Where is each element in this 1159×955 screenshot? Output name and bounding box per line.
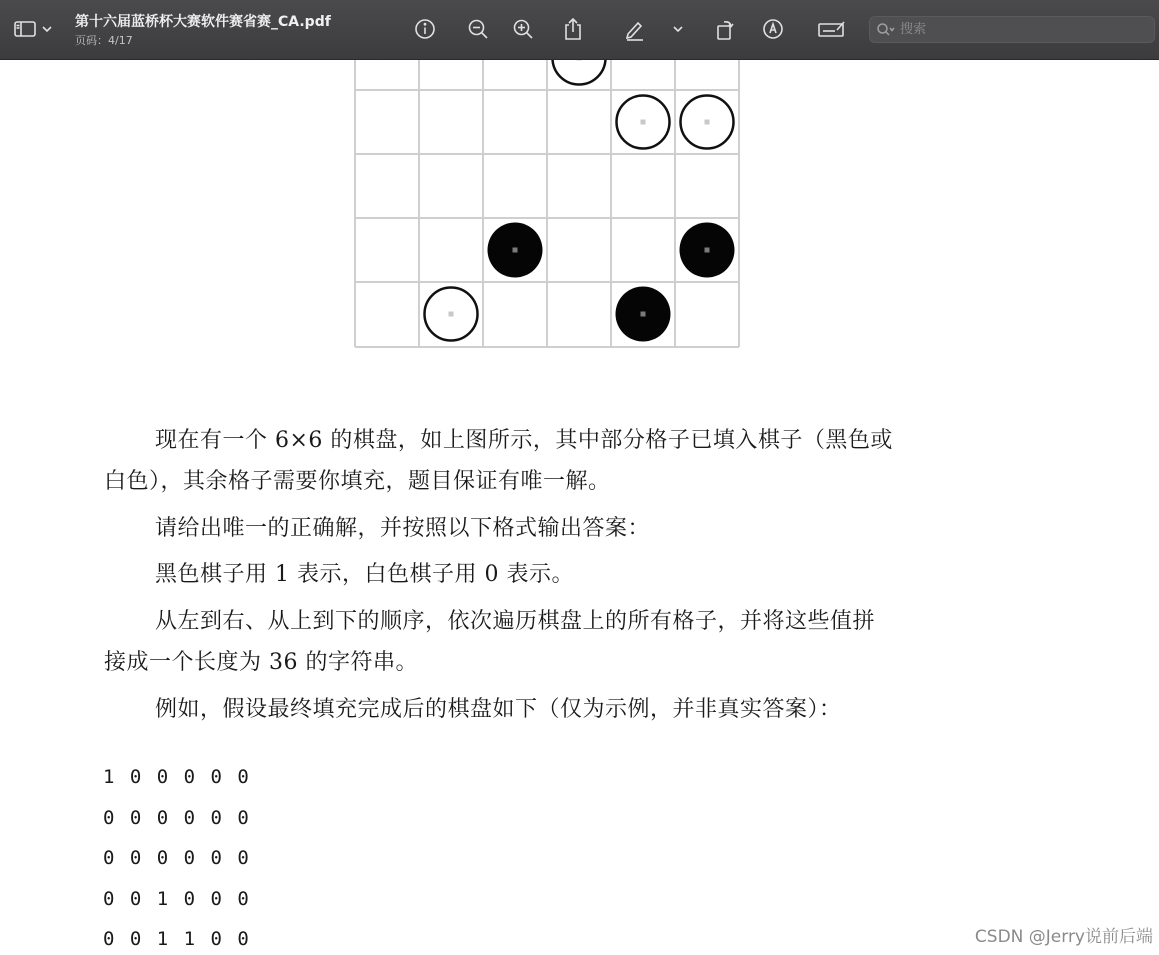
matrix-row: 0 0 0 0 0 0 [103, 847, 249, 869]
info-icon [414, 18, 436, 40]
white-stone [425, 288, 478, 341]
example-matrix [103, 757, 249, 955]
paragraph-2: 请给出唯一的正确解，并按照以下格式输出答案： [155, 516, 651, 541]
share-button[interactable] [558, 14, 588, 44]
paragraph-4-line-1: 从左到右、从上到下的顺序，依次遍历棋盘上的所有格子，并将这些值拼 [155, 609, 876, 634]
search-icon [876, 22, 896, 38]
black-stone [680, 223, 735, 278]
paragraph-3: 黑色棋子用 1 表示，白色棋子用 0 表示。 [155, 562, 574, 587]
board-pieces [425, 32, 735, 342]
info-button[interactable] [410, 14, 440, 44]
black-stone [488, 223, 543, 278]
chevron-down-icon [41, 23, 53, 35]
paragraph-1-line-2: 白色），其余格子需要你填充，题目保证有唯一解。 [104, 469, 611, 494]
signature-icon [817, 18, 847, 40]
csdn-watermark: CSDN @Jerry说前后端 [974, 927, 1153, 947]
zoom-out-button[interactable] [463, 14, 493, 44]
annotate-button[interactable] [758, 14, 788, 44]
markup-pen-button[interactable] [620, 14, 650, 44]
white-stone [617, 96, 670, 149]
annotate-circle-icon [761, 17, 785, 41]
matrix-row: 0 0 1 1 0 0 [103, 928, 249, 950]
page-indicator: 页码：4/17 [75, 34, 133, 47]
pen-icon [623, 17, 647, 41]
matrix-row: 0 0 0 0 0 0 [103, 806, 249, 829]
paragraph-1-line-1: 现在有一个 6×6 的棋盘，如上图所示，其中部分格子已填入棋子（黑色或 [155, 428, 893, 453]
rotate-icon [714, 17, 736, 41]
black-stone [616, 287, 671, 342]
zoom-in-button[interactable] [508, 14, 538, 44]
markup-options-button[interactable] [668, 14, 688, 44]
matrix-row: 0 0 1 0 0 0 [103, 887, 249, 910]
search-input[interactable] [900, 22, 1130, 37]
zoom-in-icon [512, 18, 534, 40]
signature-button[interactable] [815, 14, 849, 44]
share-icon [562, 17, 584, 41]
matrix-row: 1 0 0 0 0 0 [103, 766, 249, 788]
sidebar-icon [13, 19, 37, 39]
white-stone [681, 96, 734, 149]
paragraph-5: 例如，假设最终填充完成后的棋盘如下（仅为示例，并非真实答案）： [155, 697, 842, 722]
paragraph-4-line-2: 接成一个长度为 36 的字符串。 [104, 650, 418, 675]
chevron-down-icon [672, 23, 684, 35]
zoom-out-icon [467, 18, 489, 40]
search-field[interactable] [869, 16, 1155, 43]
document-title: 第十六届蓝桥杯大赛软件赛省赛_CA.pdf [75, 14, 331, 30]
pdf-toolbar [0, 0, 1159, 60]
sidebar-toggle-button[interactable] [8, 14, 58, 44]
rotate-button[interactable] [710, 14, 740, 44]
